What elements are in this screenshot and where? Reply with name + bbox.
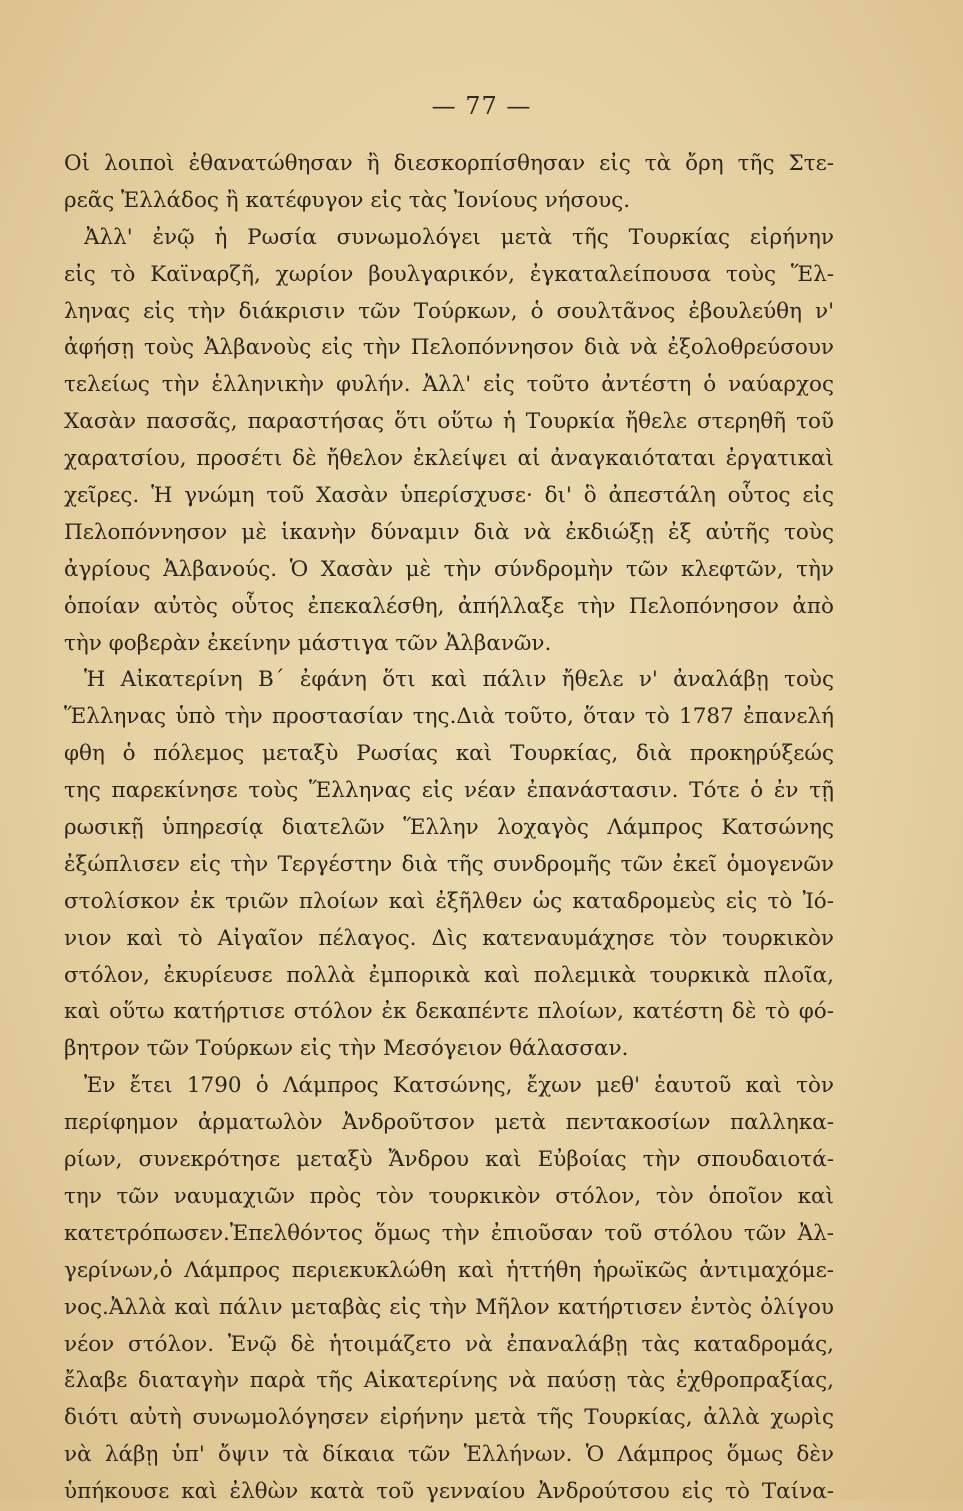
text-line: νὰ λάβῃ ὑπ' ὄψιν τὰ δίκαια τῶν Ἑλλήνων. Ὁ Λάμπρος ὅμως δὲν <box>64 1442 834 1468</box>
text-line: την τῶν ναυμαχιῶν πρὸς τὸν τουρκικὸν στόλον, τὸν ὁποῖον καὶ <box>64 1183 834 1209</box>
text-line: ὑπήκουσε καὶ ἐλθὼν κατὰ τοῦ γενναίου Ἀνδρούτσου εἰς τὸ Ταίνα- <box>64 1479 834 1505</box>
text-line: ἀφήσῃ τοὺς Ἀλβανοὺς εἰς τὴν Πελοπόννησον διὰ νὰ ἐξολοθρεύσουν <box>64 335 834 361</box>
body-text <box>64 146 834 1511</box>
text-line: βητρον τῶν Τούρκων εἰς τὴν Μεσόγειον θάλασσαν. <box>64 1036 629 1062</box>
text-line: ρεᾶς Ἑλλάδος ἢ κατέφυγον εἰς τὰς Ἰονίους νήσους. <box>64 187 631 213</box>
text-line: της παρεκίνησε τοὺς Ἕλληνας εἰς νέαν ἐπανάστασιν. Τότε ὁ ἐν τῇ <box>64 778 834 804</box>
text-line: τὴν φοβερὰν ἐκείνην μάστιγα τῶν Ἀλβανῶν. <box>64 630 552 656</box>
text-line: φθη ὁ πόλεμος μεταξὺ Ρωσίας καὶ Τουρκίας, διὰ προκηρύξεώς <box>64 741 834 767</box>
text-line: τελείως τὴν ἑλληνικὴν φυλήν. Ἀλλ' εἰς τοῦτο ἀντέστη ὁ ναύαρχος <box>64 372 834 398</box>
text-line: στόλον, ἐκυρίευσε πολλὰ ἐμπορικὰ καὶ πολεμικὰ τουρκικὰ πλοῖα, <box>64 962 834 988</box>
text-line: Ἐν ἔτει 1790 ὁ Λάμπρος Κατσώνης, ἔχων μεθ' ἑαυτοῦ καὶ τὸν <box>84 1073 834 1099</box>
text-line: νος.Ἀλλὰ καὶ πάλιν μεταβὰς εἰς τὴν Μῆλον κατήρτισεν ἐντὸς ὀλίγου <box>64 1294 834 1320</box>
text-line: χεῖρες. Ἡ γνώμη τοῦ Χασὰν ὑπερίσχυσε· δι' ὃ ἀπεστάλη οὗτος εἰς <box>64 483 834 509</box>
text-line: γερίνων,ὁ Λάμπρος περιεκυκλώθη καὶ ἡττήθη ἡρωϊκῶς ἀντιμαχόμε- <box>64 1257 834 1283</box>
text-line: κατετρόπωσεν.Ἐπελθόντος ὅμως τὴν ἐπιοῦσαν τοῦ στόλου τῶν Ἀλ- <box>64 1220 834 1246</box>
text-line: καὶ οὕτω κατήρτισε στόλον ἐκ δεκαπέντε πλοίων, κατέστη δὲ τὸ φό- <box>64 999 834 1025</box>
text-line: εἰς τὸ Καϊναρζῆ, χωρίον βουλγαρικόν, ἐγκαταλείπουσα τοὺς Ἕλ- <box>64 261 834 287</box>
text-line: ὁποίαν αὐτὸς οὗτος ἐπεκαλέσθη, ἀπήλλαξε τὴν Πελοπόνησον ἀπὸ <box>64 593 834 619</box>
text-line: ἔλαβε διαταγὴν παρὰ τῆς Αἰκατερίνης νὰ παύσῃ τὰς ἐχθροπραξίας, <box>64 1368 834 1394</box>
text-line: Ἕλληνας ὑπὸ τὴν προστασίαν της.Διὰ τοῦτο, ὅταν τὸ 1787 ἐπανελή <box>64 704 834 730</box>
text-line: διότι αὐτὴ συνωμολόγησεν εἰρήνην μετὰ τῆς Τουρκίας, ἀλλὰ χωρὶς <box>64 1405 834 1431</box>
text-line: νέον στόλον. Ἐνῷ δὲ ἡτοιμάζετο νὰ ἐπαναλάβῃ τὰς καταδρομάς, <box>64 1331 834 1357</box>
text-line: ρίων, συνεκρότησε μεταξὺ Ἄνδρου καὶ Εὐβοίας τὴν σπουδαιοτά- <box>64 1147 834 1173</box>
text-line: στολίσκον ἐκ τριῶν πλοίων καὶ ἐξῆλθεν ὡς καταδρομεὺς εἰς τὸ Ἰό- <box>64 888 834 914</box>
text-line: Οἱ λοιποὶ ἐθανατώθησαν ἢ διεσκορπίσθησαν εἰς τὰ ὄρη τῆς Στε- <box>64 151 834 176</box>
text-line: νιον καὶ τὸ Αἰγαῖον πέλαγος. Δὶς κατεναυμάχησε τὸν τουρκικὸν <box>64 925 834 951</box>
text-line: ρωσικῇ ὑπηρεσίᾳ διατελῶν Ἕλλην λοχαγὸς Λάμπρος Κατσώνης <box>64 815 834 841</box>
text-line: Πελοπόννησον μὲ ἱκανὴν δύναμιν διὰ νὰ ἐκδιώξῃ ἐξ αὐτῆς τοὺς <box>64 519 834 545</box>
text-line: Ἀλλ' ἐνῷ ἡ Ρωσία συνωμολόγει μετὰ τῆς Τουρκίας εἰρήνην <box>84 224 834 250</box>
text-line: περίφημον ἀρματωλὸν Ἀνδροῦτσον μετὰ πεντακοσίων παλληκα- <box>64 1110 834 1136</box>
text-line: ἐξώπλισεν εἰς τὴν Τεργέστην διὰ τῆς συνδρομῆς τῶν ἐκεῖ ὁμογενῶν <box>64 851 834 877</box>
text-line: χαρατσίου, προσέτι δὲ ἤθελον ἐκλείψει αἱ ἀναγκαιόταται ἐργατικαὶ <box>64 446 834 472</box>
text-line: Χασὰν πασσᾶς, παραστήσας ὅτι οὕτω ἡ Τουρκία ἤθελε στερηθῆ τοῦ <box>64 409 834 435</box>
text-line: ληνας εἰς τὴν διάκρισιν τῶν Τούρκων, ὁ σουλτᾶνος ἐβουλεύθη ν' <box>64 298 834 324</box>
text-line: ἀγρίους Ἀλβανούς. Ὁ Χασὰν μὲ τὴν σύνδρομὴν τῶν κλεφτῶν, τὴν <box>64 556 834 582</box>
page-number: — 77 — <box>431 92 532 120</box>
text-line: Ἡ Αἰκατερίνη Β΄ ἐφάνη ὅτι καὶ πάλιν ἤθελε ν' ἀναλάβῃ τοὺς <box>84 667 834 693</box>
